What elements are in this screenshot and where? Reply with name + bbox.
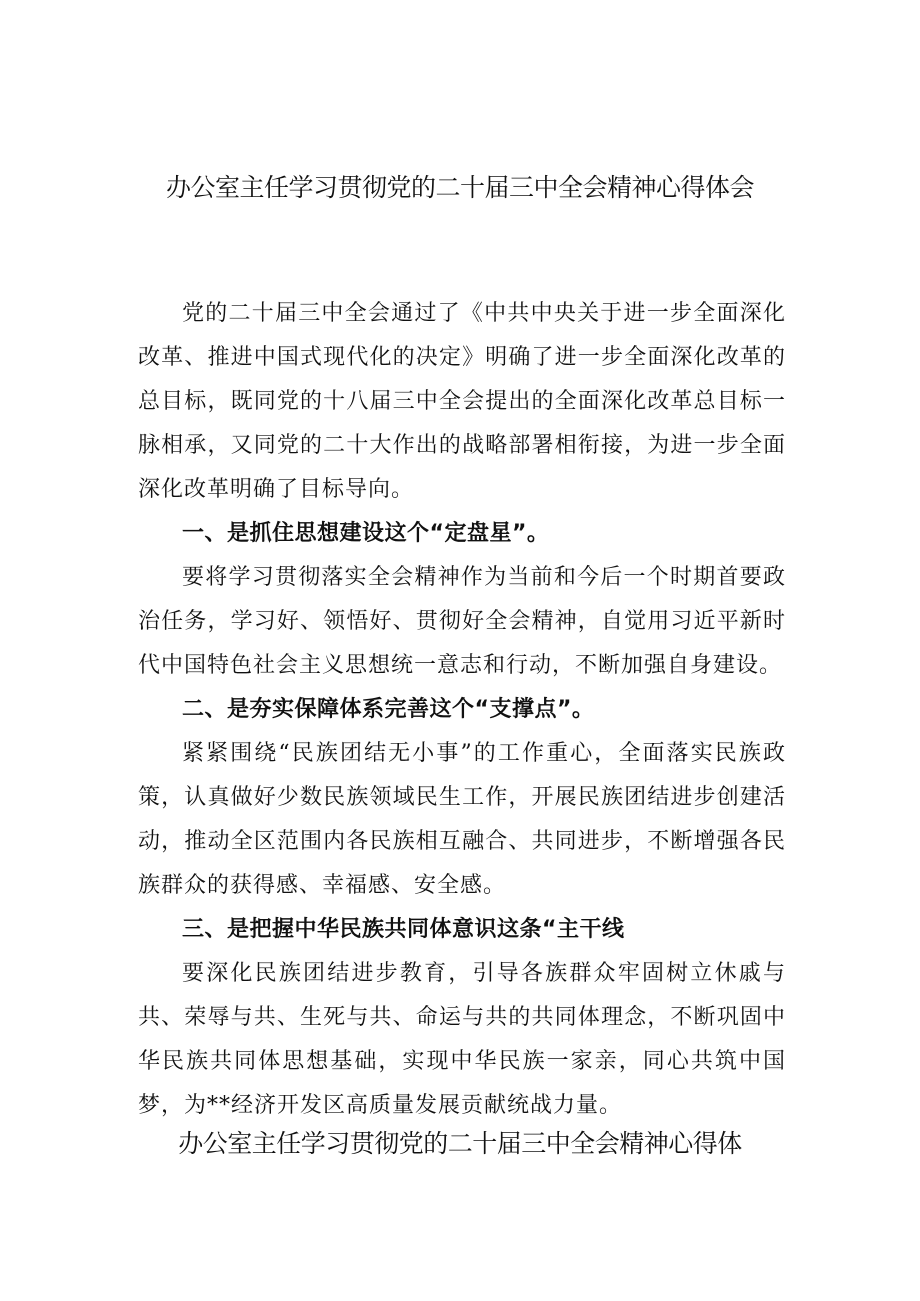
section-3-heading: 三、是把握中华民族共同体意识这条“主干线 xyxy=(182,917,625,942)
section-2-body: 紧紧围绕“民族团结无小事”的工作重心，全面落实民族政策，认真做好少数民族领域民生工作，开展民族团结进步创建活动，推动全区范围内各民族相互融合、共同进步，不断增强各民族群众的获得感、幸福感、安全感。 xyxy=(138,741,786,898)
next-document-title: 办公室主任学习贯彻党的二十届三中全会精神心得体 xyxy=(178,1129,742,1158)
section-3-body: 要深化民族团结进步教育，引导各族群众牢固树立休戚与共、荣辱与共、生死与共、命运与共的共同体理念，不断巩固中华民族共同体思想基础，实现中华民族一家亲，同心共筑中国梦，为**经济开发区高质量发展贡献统战力量。 xyxy=(138,961,786,1118)
document-title: 办公室主任学习贯彻党的二十届三中全会精神心得体会 xyxy=(165,173,754,202)
section-2-heading: 二、是夯实保障体系完善这个“支撑点”。 xyxy=(182,697,595,722)
section-1-heading: 一、是抓住思想建设这个“定盘星”。 xyxy=(182,521,550,546)
intro-paragraph: 党的二十届三中全会通过了《中共中央关于进一步全面深化改革、推进中国式现代化的决定》明确了进一步全面深化改革的总目标，既同党的十八届三中全会提出的全面深化改革总目标一脉相承，又同党的二十大作出的战略部署相衔接，为进一步全面深化改革明确了目标导向。 xyxy=(138,301,786,502)
section-1-body: 要将学习贯彻落实全会精神作为当前和今后一个时期首要政治任务，学习好、领悟好、贯彻好全会精神，自觉用习近平新时代中国特色社会主义思想统一意志和行动，不断加强自身建设。 xyxy=(138,565,786,678)
